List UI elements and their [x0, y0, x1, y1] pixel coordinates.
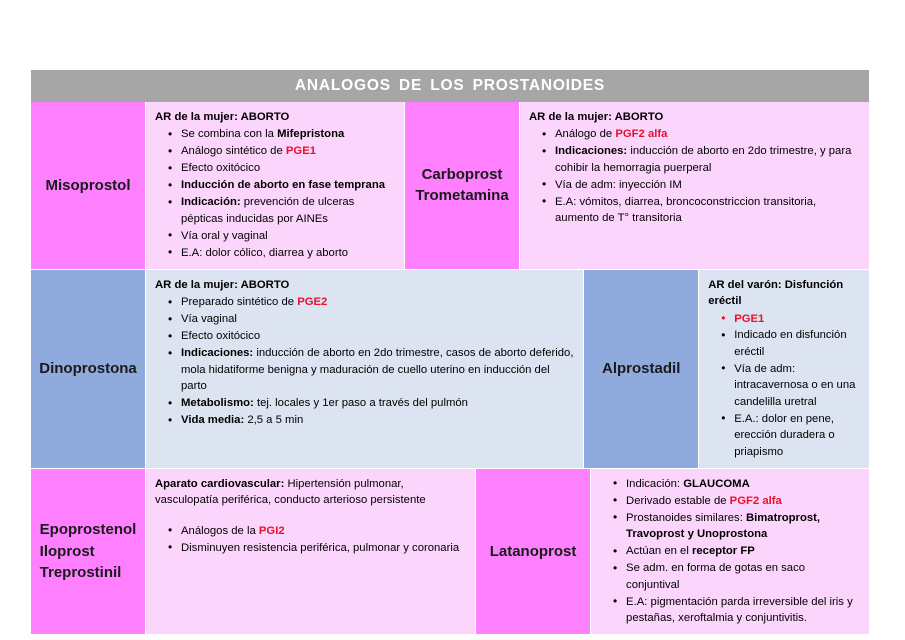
drug-name-label: Carboprost Trometamina [415, 165, 509, 205]
table-title: ANALOGOS DE LOS PROSTANOIDES [294, 77, 606, 94]
prostanoid-analogs-table [31, 70, 869, 634]
details-bullet-list [155, 126, 395, 261]
details-bullet-list [708, 311, 860, 461]
bullet-item: • Indicación: prevención de ulceras pépticas inducidas por AINEs [181, 194, 395, 227]
bullet-item: • Metabolismo: tej. locales y 1er paso a través del pulmón [181, 395, 574, 411]
details-lead-line: AR de la mujer: ABORTO [529, 111, 664, 123]
bullet-item: • Vía vaginal [181, 311, 574, 327]
drug-name-cell-latanoprost [476, 469, 591, 634]
bullet-item: • Indicación: GLAUCOMA [626, 476, 860, 492]
bullet-item: • Indicaciones: inducción de aborto en 2do trimestre, casos de aborto deferido, mola hidatiforme benigna y maduración de cuello uterino en inducción del parto [181, 345, 574, 394]
details-lead-line: AR de la mujer: ABORTO [155, 278, 290, 291]
bullet-item: • Disminuyen resistencia periférica, pulmonar y coronaria [181, 540, 466, 556]
drug-details-cell-misoprostol [146, 102, 405, 269]
bullet-item: • Indicaciones: inducción de aborto en 2do trimestre, y para cohibir la hemorragia puerperal [555, 143, 860, 176]
drug-name-label: Epoprostenol Iloprost Treprostinil [39, 520, 137, 582]
blank-line-spacer [155, 510, 466, 523]
bullet-item: • Inducción de aborto en fase temprana [181, 177, 395, 193]
drug-name-label: Alprostadil [602, 359, 681, 377]
table-row [31, 102, 869, 270]
drug-name-cell-carboprost [405, 102, 520, 269]
drug-name-label: Dinoprostona [39, 359, 137, 377]
drug-details-cell-carboprost [520, 102, 869, 269]
bullet-item: • Efecto oxitócico [181, 328, 574, 344]
bullet-item: • Análogo de PGF2 alfa [555, 126, 860, 142]
details-lead-line: AR de la mujer: ABORTO [155, 111, 290, 123]
bullet-item: • Actúan en el receptor FP [626, 543, 860, 559]
details-bullet-list [529, 126, 860, 226]
bullet-item: • Vía oral y vaginal [181, 228, 395, 244]
bullet-item: • E.A: vómitos, diarrea, broncoconstriccion transitoria, aumento de T° transitoria [555, 194, 860, 227]
bullet-item: • Se adm. en forma de gotas en saco conjuntival [626, 560, 860, 593]
bullet-item: • Preparado sintético de PGE2 [181, 294, 574, 310]
drug-name-cell-epoprostenol [31, 469, 146, 634]
table-title-bar [31, 70, 869, 102]
table-row [31, 270, 869, 469]
bullet-item: • Se combina con la Mifepristona [181, 126, 395, 142]
drug-details-cell-dinoprostona [146, 270, 584, 468]
bullet-item: • Indicado en disfunción eréctil [734, 327, 860, 360]
drug-details-cell-latanoprost [591, 469, 869, 634]
drug-name-label: Latanoprost [489, 542, 577, 560]
drug-details-cell-epoprostenol [146, 469, 476, 634]
details-bullet-list [600, 476, 860, 627]
bullet-item: • Prostanoides similares: Bimatroprost, Travoprost y Unoprostona [626, 510, 860, 543]
bullet-item: • Vía de adm: inyección IM [555, 177, 860, 193]
drug-name-label: Misoprostol [45, 176, 131, 194]
details-bullet-list [155, 523, 466, 556]
table-row [31, 469, 869, 634]
drug-name-cell-misoprostol [31, 102, 146, 269]
bullet-item: • Vía de adm: intracavernosa o en una candelilla uretral [734, 361, 860, 410]
bullet-item: • Análogo sintético de PGE1 [181, 143, 395, 159]
bullet-item: • PGE1 [734, 311, 860, 327]
details-lead-line: AR del varón: Disfunción eréctil [708, 278, 844, 308]
drug-name-cell-alprostadil [584, 270, 699, 468]
drug-name-cell-dinoprostona [31, 270, 146, 468]
bullet-item: • Vida media: 2,5 a 5 min [181, 412, 574, 428]
bullet-item: • Efecto oxitócico [181, 160, 395, 176]
details-lead-line: Aparato cardiovascular: Hipertensión pulmonar, vasculopatía periférica, conducto arterioso persistente [155, 477, 426, 507]
details-bullet-list [155, 294, 574, 428]
bullet-item: • Derivado estable de PGF2 alfa [626, 493, 860, 509]
bullet-item: • E.A.: dolor en pene, erección duradera o priapismo [734, 411, 860, 460]
bullet-item: • E.A: dolor cólico, diarrea y aborto [181, 245, 395, 261]
bullet-item: • Análogos de la PGI2 [181, 523, 466, 539]
drug-details-cell-alprostadil [699, 270, 869, 468]
bullet-item: • E.A: pigmentación parda irreversible del iris y pestañas, xeroftalmia y conjuntivitis. [626, 594, 860, 627]
